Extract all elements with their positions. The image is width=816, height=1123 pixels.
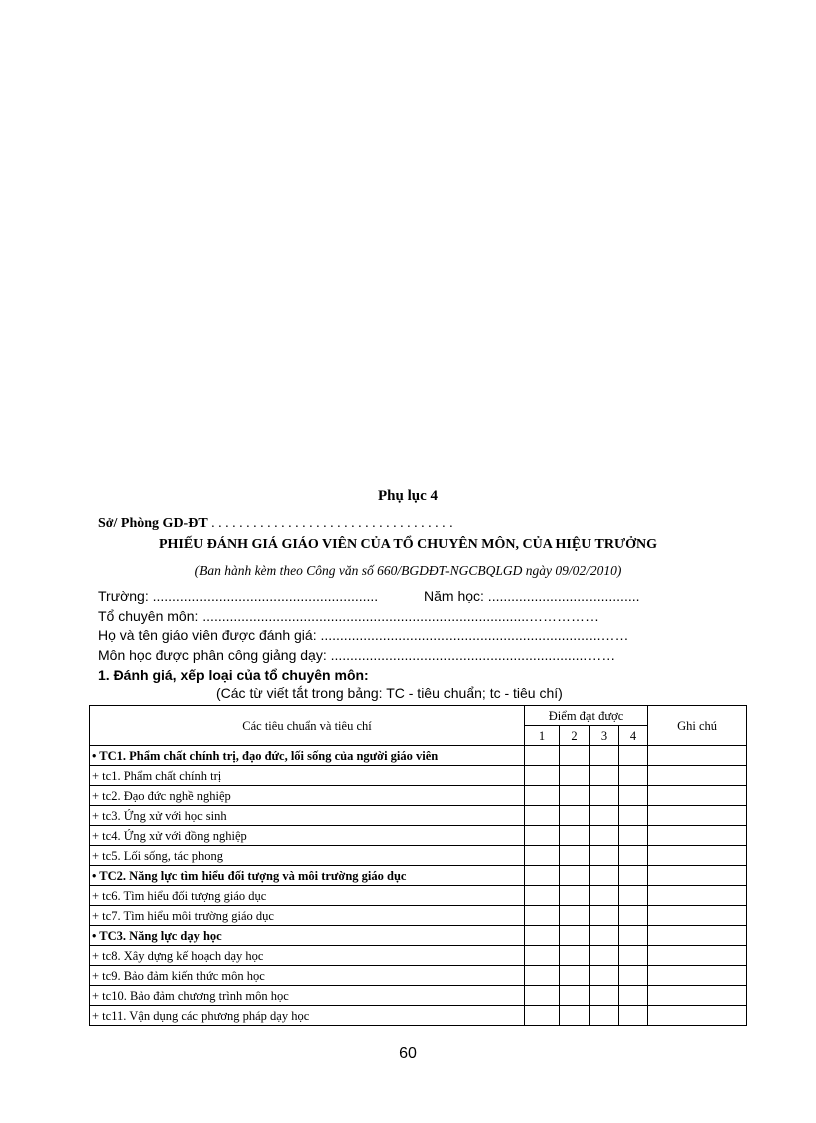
score-cell-1 (525, 786, 560, 806)
criterion-label: + tc5. Lối sống, tác phong (90, 846, 525, 866)
issued-note: (Ban hành kèm theo Công văn số 660/BGDĐT-NGCBQLGD ngày 09/02/2010) (194, 563, 622, 578)
note-cell (648, 766, 747, 786)
score-cell-1 (525, 846, 560, 866)
criterion-row (90, 786, 747, 806)
note-cell (648, 786, 747, 806)
score-cell-1 (525, 826, 560, 846)
standard-label: • TC1. Phẩm chất chính trị, đạo đức, lối sống của người giáo viên (90, 746, 525, 766)
score-cell-1 (525, 946, 560, 966)
score-cell-3 (590, 786, 619, 806)
score-cell-2 (560, 826, 590, 846)
note-cell (648, 826, 747, 846)
department-dots: . . . . . . . . . . . . . . . . . . . . . . . . . . . . . . . . . . . (211, 516, 453, 531)
score-cell-4 (619, 1006, 648, 1026)
criterion-row (90, 906, 747, 926)
score-col-3: 3 (590, 726, 619, 746)
score-cell-2 (560, 926, 590, 946)
score-column-header: Điểm đạt được (525, 706, 648, 726)
criterion-row (90, 846, 747, 866)
note-column-header: Ghi chú (648, 706, 747, 746)
criterion-label: + tc6. Tìm hiểu đối tượng giáo dục (90, 886, 525, 906)
score-col-1: 1 (525, 726, 560, 746)
score-cell-2 (560, 746, 590, 766)
score-cell-4 (619, 746, 648, 766)
score-cell-1 (525, 1006, 560, 1026)
score-cell-2 (560, 786, 590, 806)
criteria-table (89, 705, 747, 1026)
score-cell-4 (619, 846, 648, 866)
score-cell-4 (619, 966, 648, 986)
score-cell-4 (619, 786, 648, 806)
note-cell (648, 846, 747, 866)
score-cell-2 (560, 766, 590, 786)
criterion-label: + tc11. Vận dụng các phương pháp dạy học (90, 1006, 525, 1026)
note-cell (648, 806, 747, 826)
note-cell (648, 746, 747, 766)
score-cell-3 (590, 846, 619, 866)
score-cell-3 (590, 926, 619, 946)
score-cell-4 (619, 766, 648, 786)
department-line (98, 516, 453, 532)
score-cell-3 (590, 986, 619, 1006)
score-cell-3 (590, 1006, 619, 1026)
score-cell-3 (590, 906, 619, 926)
score-cell-4 (619, 866, 648, 886)
score-cell-4 (619, 826, 648, 846)
criterion-row (90, 946, 747, 966)
criterion-row (90, 826, 747, 846)
note-cell (648, 1006, 747, 1026)
score-cell-4 (619, 806, 648, 826)
note-cell (648, 986, 747, 1006)
standard-row (90, 746, 747, 766)
score-cell-2 (560, 986, 590, 1006)
score-cell-2 (560, 1006, 590, 1026)
score-cell-3 (590, 826, 619, 846)
note-cell (648, 886, 747, 906)
criterion-label: + tc9. Bảo đảm kiến thức môn học (90, 966, 525, 986)
section-heading: 1. Đánh giá, xếp loại của tổ chuyên môn: (98, 667, 369, 683)
criterion-label: + tc8. Xây dựng kế hoạch dạy học (90, 946, 525, 966)
appendix-title: Phụ lục 4 (377, 488, 438, 504)
standard-label: • TC2. Năng lực tìm hiểu đối tượng và môi trường giáo dục (90, 866, 525, 886)
score-cell-2 (560, 866, 590, 886)
criteria-column-header: Các tiêu chuẩn và tiêu chí (90, 706, 525, 746)
score-cell-1 (525, 926, 560, 946)
form-title: PHIẾU ĐÁNH GIÁ GIÁO VIÊN CỦA TỔ CHUYÊN MÔN, CỦA HIỆU TRƯỞNG (158, 537, 658, 552)
note-cell (648, 966, 747, 986)
criterion-label: + tc2. Đạo đức nghề nghiệp (90, 786, 525, 806)
score-cell-4 (619, 946, 648, 966)
teacher-name-field: Họ và tên giáo viên được đánh giá: ........................................................................…… (98, 627, 629, 643)
score-cell-3 (590, 966, 619, 986)
note-cell (648, 866, 747, 886)
score-col-2: 2 (560, 726, 590, 746)
score-cell-2 (560, 906, 590, 926)
criterion-label: + tc3. Ứng xử với học sinh (90, 806, 525, 826)
score-cell-4 (619, 886, 648, 906)
score-cell-1 (525, 986, 560, 1006)
department-label: Sở/ Phòng GD-ĐT (98, 516, 208, 531)
score-cell-1 (525, 806, 560, 826)
score-cell-2 (560, 946, 590, 966)
standard-row (90, 926, 747, 946)
page-number: 60 (399, 1045, 417, 1062)
score-cell-1 (525, 866, 560, 886)
criterion-label: + tc1. Phẩm chất chính trị (90, 766, 525, 786)
score-cell-1 (525, 886, 560, 906)
score-cell-3 (590, 946, 619, 966)
school-year-field: Năm học: ....................................... (424, 588, 640, 604)
abbreviation-note: (Các từ viết tắt trong bảng: TC - tiêu chuẩn; tc - tiêu chí) (216, 685, 563, 701)
score-col-4: 4 (619, 726, 648, 746)
note-cell (648, 926, 747, 946)
criterion-row (90, 806, 747, 826)
score-cell-3 (590, 766, 619, 786)
criterion-row (90, 1006, 747, 1026)
score-cell-2 (560, 846, 590, 866)
score-cell-3 (590, 806, 619, 826)
standard-row (90, 866, 747, 886)
score-cell-3 (590, 886, 619, 906)
score-cell-2 (560, 966, 590, 986)
score-cell-1 (525, 766, 560, 786)
score-cell-1 (525, 966, 560, 986)
note-cell (648, 906, 747, 926)
score-cell-3 (590, 746, 619, 766)
criterion-label: + tc4. Ứng xử với đồng nghiệp (90, 826, 525, 846)
standard-label: • TC3. Năng lực dạy học (90, 926, 525, 946)
school-field: Trường: .......................................................... (98, 588, 379, 604)
department-field: Tổ chuyên môn: ....................................................................................…………… (98, 608, 600, 624)
criterion-label: + tc7. Tìm hiểu môi trường giáo dục (90, 906, 525, 926)
score-cell-2 (560, 886, 590, 906)
score-cell-1 (525, 906, 560, 926)
criterion-row (90, 886, 747, 906)
criterion-row (90, 966, 747, 986)
score-cell-4 (619, 906, 648, 926)
score-cell-4 (619, 986, 648, 1006)
criterion-row (90, 766, 747, 786)
score-cell-4 (619, 926, 648, 946)
score-cell-1 (525, 746, 560, 766)
note-cell (648, 946, 747, 966)
subject-field: Môn học được phân công giảng dạy: ..................................................................…… (98, 647, 616, 663)
criterion-label: + tc10. Bảo đảm chương trình môn học (90, 986, 525, 1006)
score-cell-3 (590, 866, 619, 886)
criterion-row (90, 986, 747, 1006)
score-cell-2 (560, 806, 590, 826)
